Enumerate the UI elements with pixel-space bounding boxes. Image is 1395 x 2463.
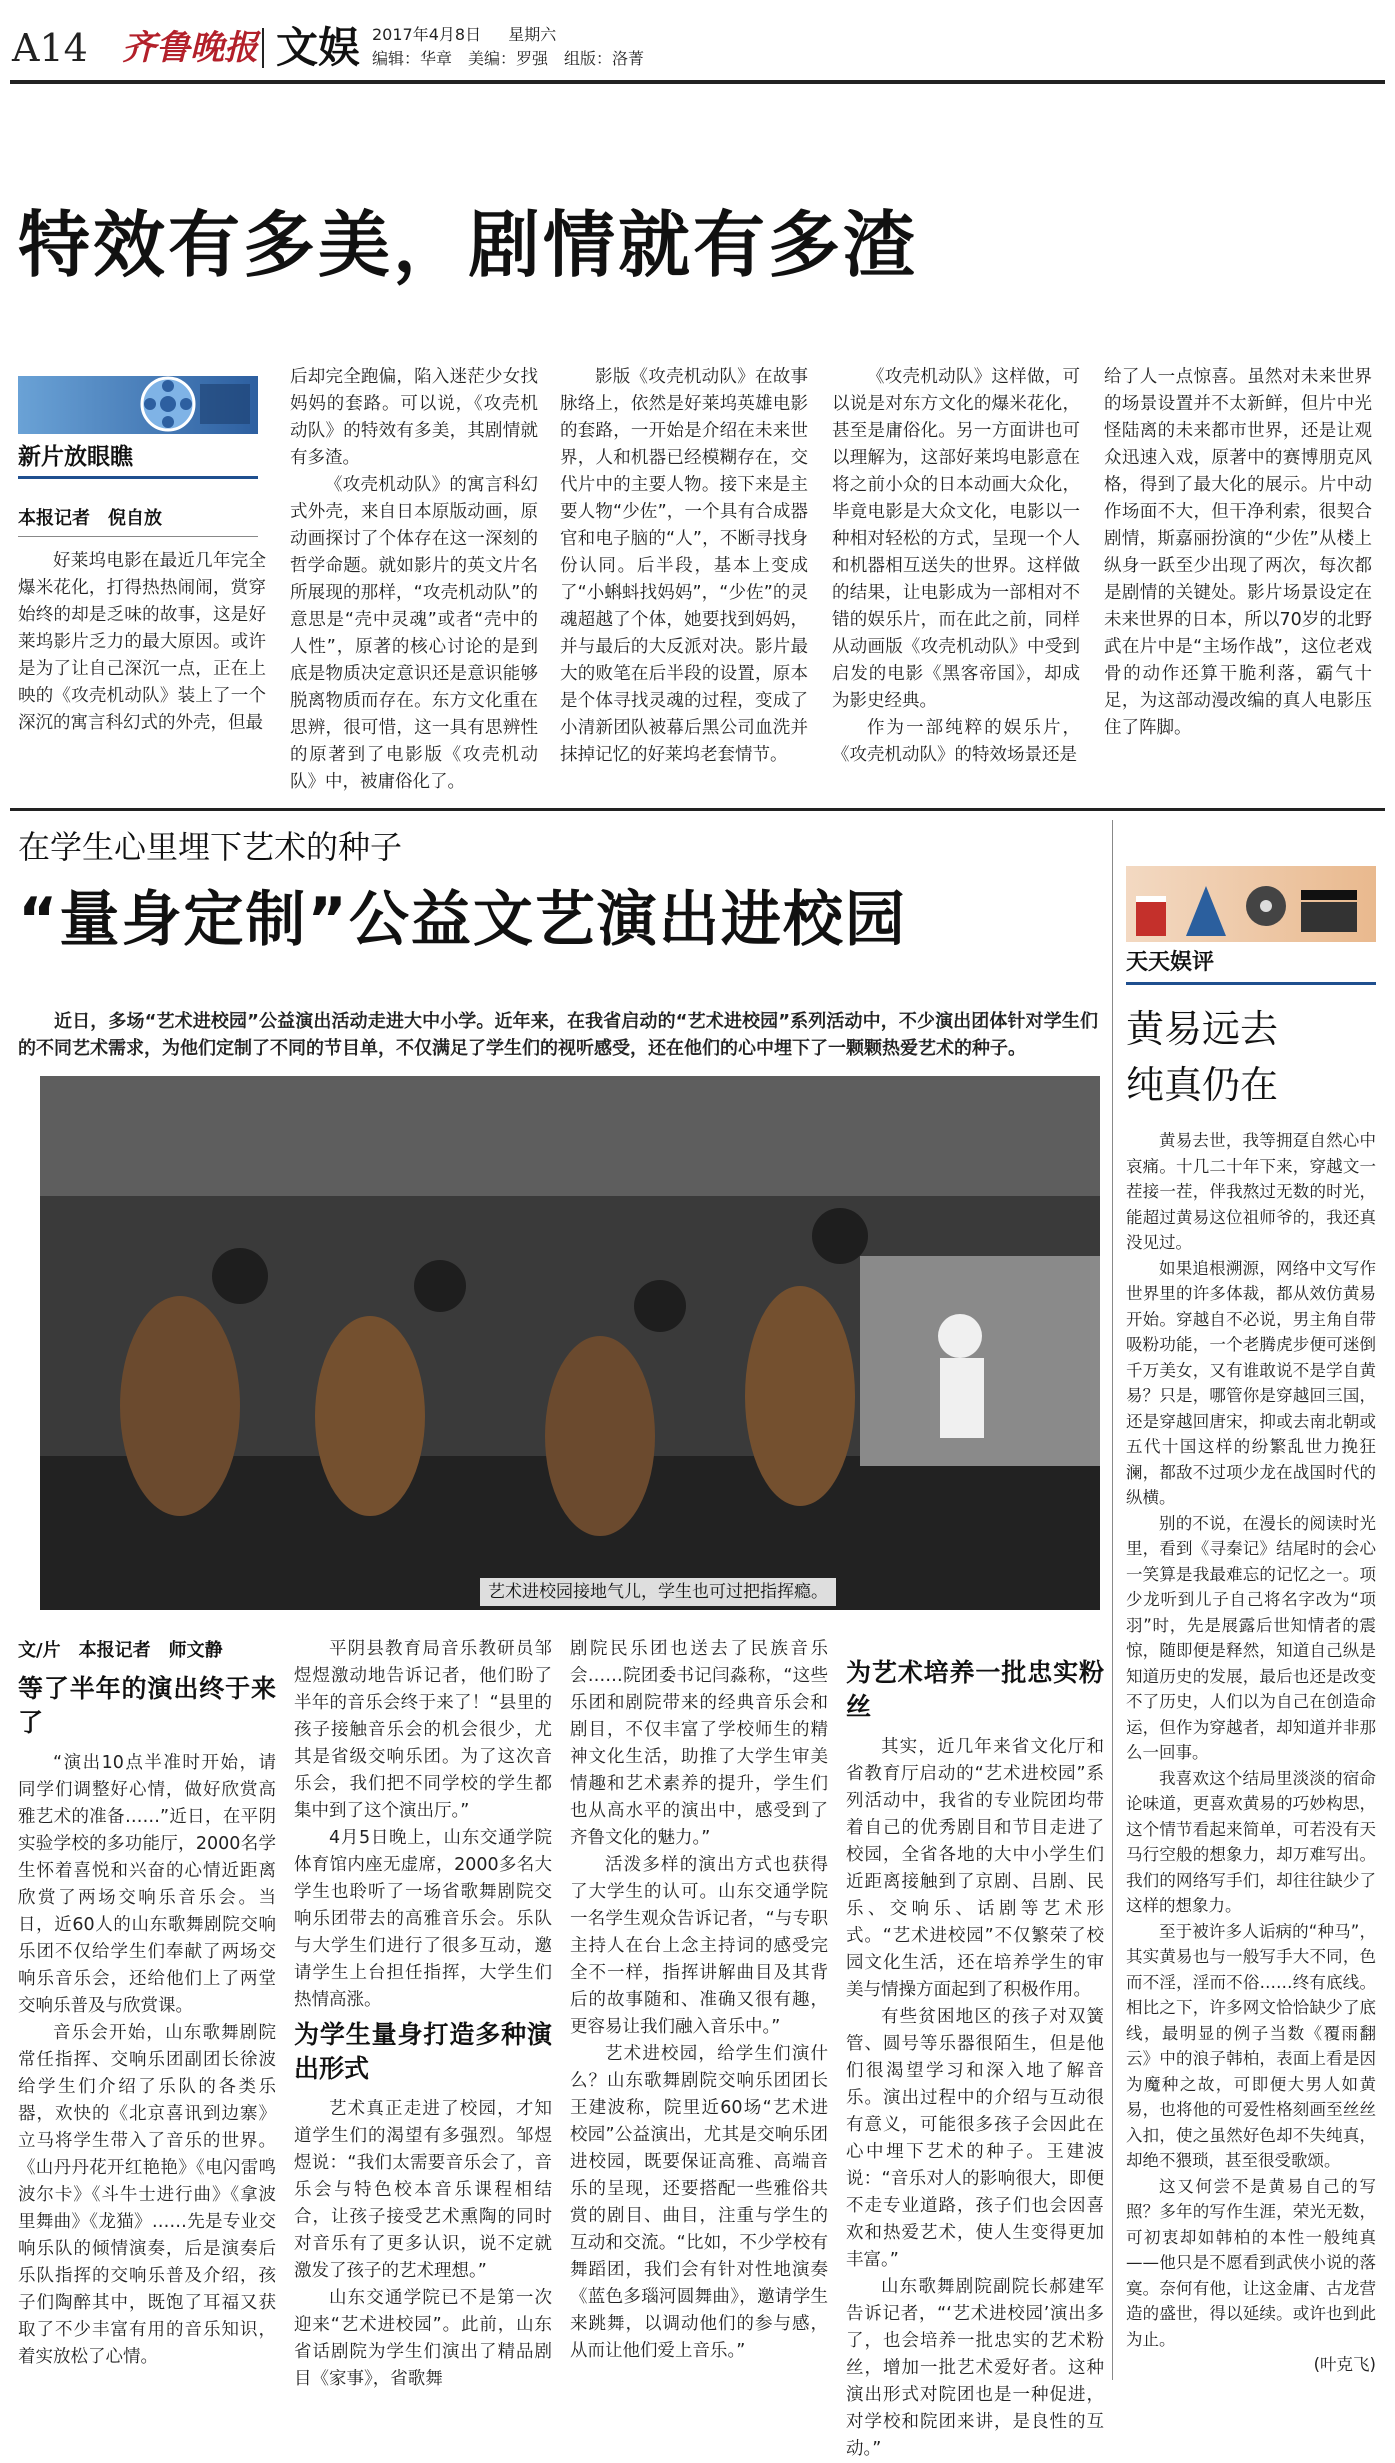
article2-col1-p1: “演出10点半准时开始，请同学们调整好心情，做好欣赏高雅艺术的准备……”近日，在平阴实验学校的多功能厅，2000名学生怀着喜悦和兴奋的心情近距离欣赏了两场交响乐音乐会。当日，近60人的山东歌舞剧院交响乐团不仅给学生们奉献了两场交响乐音乐会，还给他们上了两堂交响乐普及与欣赏课。 xyxy=(18,1753,276,2016)
article2-col2-p3: 艺术真正走进了校园，才知道学生们的渴望有多强烈。邹煜煜说：“我们太需要音乐会了，音乐会与特色校本音乐课程相结合，让孩子接受艺术熏陶的同时对音乐有了更多认识，说不定就激发了孩子的艺术理想。” xyxy=(294,2099,552,2281)
article1-col3-p1: 影版《攻壳机动队》在故事脉络上，依然是好莱坞英雄电影的套路，一开始是介绍在未来世界，人和机器已经模糊存在，交代片中的主要人物。接下来是主要人物“少佐”，一个具有合成器官和电子脑的“人”，不断寻找身份认同。后半段，基本上变成了“小蝌蚪找妈妈”，“少佐”的灵魂超越了个体，她要找到妈妈，并与最后的大反派对决。影片最大的败笔在后半段的设置，原本是个体寻找灵魂的过程，变成了小清新团队被幕后黑公司血洗并抹掉记忆的好莱坞老套情节。 xyxy=(560,367,808,765)
article1-col2-p2: 《攻壳机动队》的寓言科幻式外壳，来自日本原版动画，原动画探讨了个体存在这一深刻的哲学命题。就如影片的英文片名所展现的那样，“攻壳机动队”的意思是“壳中灵魂”或者“壳中的人性”，原著的核心讨论的是到底是物质决定意识还是意识能够脱离物质而存在。东方文化重在思辨，很可惜，这一具有思辨性的原著到了电影版《攻壳机动队》中，被庸俗化了。 xyxy=(290,475,538,792)
orchestra-photo-graphic xyxy=(40,1076,1100,1610)
article2-byline: 文/片 本报记者 师文静 xyxy=(18,1640,223,1661)
article2-col4-p1: 其实，近几年来省文化厅和省教育厅启动的“艺术进校园”系列活动中，我省的专业院团均带着自己的优秀剧目和节目走进了校园，全省各地的大中小学生们近距离接触到了京剧、吕剧、民乐、交响乐、话剧等艺术形式。“艺术进校园”不仅繁荣了校园文化生活，还在培养学生的审美与情操方面起到了积极作用。 xyxy=(846,1737,1104,2000)
article3-p1: 黄易去世，我等拥趸自然心中哀痛。十几二十年下来，穿越文一茬接一茬，伴我熬过无数的时光，能超过黄易这位祖师爷的，我还真没见过。 xyxy=(1126,1131,1376,1252)
article1-col3 xyxy=(560,364,808,798)
editor-credits: 编辑：华章 美编：罗强 组版：洛菁 xyxy=(372,49,645,68)
masthead-rule xyxy=(10,80,1385,84)
article1-col1-p1: 好莱坞电影在最近几年完全爆米花化，打得热热闹闹，赏穿始终的却是乏味的故事，这是好莱坞影片乏力的最大原因。或许是为了让自己深沉一点，正在上映的《攻壳机动队》装上了一个深沉的寓言科幻式的外壳，但最 xyxy=(18,551,266,733)
article3-badge-label: 天天娱评 xyxy=(1126,944,1376,985)
article2-col2-p4: 山东交通学院已不是第一次迎来“艺术进校园”。此前，山东省话剧院为学生们演出了精品剧目《家事》，省歌舞 xyxy=(294,2288,552,2389)
article2-col2 xyxy=(294,1636,552,2389)
article1-byline: 本报记者 倪自放 xyxy=(18,508,162,529)
article3-p2: 如果追根溯源，网络中文写作世界里的许多体裁，都从效仿黄易开始。穿越自不必说，男主角自带吸粉功能，一个老腾虎步便可迷倒千万美女，又有谁敢说不是学自黄易？只是，哪管你是穿越回三国，还是穿越回唐宋，抑或去南北朝或五代十国这样的纷繁乱世力挽狂澜，都敌不过项少龙在战国时代的纵横。 xyxy=(1126,1258,1376,1507)
article1-col4-p1: 《攻壳机动队》这样做，可以说是对东方文化的爆米花化，甚至是庸俗化。另一方面讲也可以理解为，这部好莱坞电影意在将之前小众的日本动画大众化，毕竟电影是大众文化，电影以一种相对轻松的方式，呈现一个人和机器相互送失的世界。这样做的结果，让电影成为一部相对不错的娱乐片，而在此之前，同样从动画版《攻壳机动队》中受到启发的电影《黑客帝国》，却成为影史经典。 xyxy=(832,367,1080,711)
section-name: 文娱 xyxy=(276,23,361,72)
orchestra-photo xyxy=(40,1076,1100,1610)
article2-col3-p1: 剧院民乐团也送去了民族音乐会……院团委书记闫淼称，“这些乐团和剧院带来的经典音乐会和剧目，不仅丰富了学校师生的精神文化生活，助推了大学生审美情趣和艺术素养的提升，学生们也从高水平的演出中，感受到了齐鲁文化的魅力。” xyxy=(570,1639,828,1848)
masthead-divider xyxy=(262,28,264,68)
film-reel-graphic xyxy=(18,376,258,434)
article3-headline-line1: 黄易远去 xyxy=(1126,1007,1279,1051)
article2-col1-p2: 音乐会开始，山东歌舞剧院常任指挥、交响乐团副团长徐波给学生们介绍了乐队的各类乐器，欢快的《北京喜讯到边寨》立马将学生带入了音乐的世界。《山丹丹花开红艳艳》《电闪雷鸣波尔卡》《斗牛士进行曲》《拿波里舞曲》《龙猫》……先是专业交响乐队的倾情演奏，后是演奏后乐队指挥的交响乐普及介绍，孩子们陶醉其中，既饱了耳福又获取了不少丰富有用的音乐知识，着实放松了心情。 xyxy=(18,2023,276,2367)
article1-col4-p2: 作为一部纯粹的娱乐片，《攻壳机动队》的特效场景还是 xyxy=(832,718,1080,765)
paper-logo: 齐鲁晚报 xyxy=(122,28,258,68)
article2-col2-p1: 平阴县教育局音乐教研员邹煜煜激动地告诉记者，他们盼了半年的音乐会终于来了！“县里的孩子接触音乐会的机会很少，尤其是省级交响乐团。为了这次音乐会，我们把不同学校的学生都集中到了这个演出厅。” xyxy=(294,1639,552,1821)
article2-col3-p3: 艺术进校园，给学生们演什么？山东歌舞剧院交响乐团团长王建波称，院里近60场“艺术进校园”公益演出，尤其是交响乐团进校园，既要保证高雅、高端音乐的呈现，还要搭配一些雅俗共赏的剧目、曲目，注重与学生的互动和交流。“比如，不少学校有舞蹈团，我们会有针对性地演奏《蓝色多瑙河圆舞曲》，邀请学生来跳舞，以调动他们的参与感，从而让他们爱上音乐。” xyxy=(570,2044,828,2361)
byline-rule xyxy=(18,536,258,537)
article2-sub3: 为艺术培养一批忠实粉丝 xyxy=(846,1658,1104,1721)
weekday-text: 星期六 xyxy=(508,25,557,44)
article2-kicker: 在学生心里埋下艺术的种子 xyxy=(18,828,403,866)
issue-date xyxy=(372,24,556,46)
article3-p6: 这又何尝不是黄易自己的写照？多年的写作生涯，荣光无数，可初衷却如韩柏的本性一般纯真——他只是不愿看到武侠小说的落寞。奈何有他，让这金庸、古龙营造的盛世，得以延续。或许也到此为止。 xyxy=(1126,2176,1376,2349)
article1-badge-label: 新片放眼瞧 xyxy=(18,438,258,479)
article3-headline-line2: 纯真仍在 xyxy=(1126,1063,1279,1107)
article1-col2 xyxy=(290,364,538,798)
article3-p3: 别的不说，在漫长的阅读时光里，看到《寻秦记》结尾时的会心一笑算是我最难忘的记忆之一。项少龙听到儿子自己将名字改为“项羽”时，先是展露后世知情者的震惊，随即便是释然，知道自己纵是知道历史的发展，最后也还是改变不了历史，人们以为自己在创造命运，但作为穿越者，却知道并非那么一回事。 xyxy=(1126,1513,1376,1762)
article2-col4-p2: 有些贫困地区的孩子对双簧管、圆号等乐器很陌生，但是他们很渴望学习和深入地了解音乐。演出过程中的介绍与互动很有意义，可能很多孩子会因此在心中埋下艺术的种子。王建波说：“音乐对人的影响很大，即便不走专业道路，孩子们也会因喜欢和热爱艺术，使人生变得更加丰富。” xyxy=(846,2007,1104,2270)
article2-sub1: 等了半年的演出终于来了 xyxy=(18,1674,276,1737)
article2-col4 xyxy=(846,1652,1104,2459)
article1-col1 xyxy=(18,548,266,798)
article2-headline: “量身定制”公益文艺演出进校园 xyxy=(18,885,907,955)
article2-lead-text: 近日，多场“艺术进校园”公益演出活动走进大中小学。近年来，在我省启动的“艺术进校园”系列活动中，不少演出团体针对学生们的不同艺术需求，为他们定制了不同的节目单，不仅满足了学生们的视听感受，还在他们的心中埋下了一颗颗热爱艺术的种子。 xyxy=(18,1011,1098,1059)
article3-p5: 至于被许多人诟病的“种马”，其实黄易也与一般写手大不同，色而不淫，淫而不俗……终有底线。相比之下，许多网文恰恰缺少了底线，最明显的例子当数《覆雨翻云》中的浪子韩柏，表面上看是因为魔种之故，可即便大男人如黄易，也将他的可爱性格刻画至丝丝入扣，使之虽然好色却不失纯真，却绝不猥琐，甚至很受歌颂。 xyxy=(1126,1921,1376,2170)
film-reel-icon xyxy=(18,376,258,434)
article1-col5 xyxy=(1104,364,1372,798)
article1-col2-p1: 后却完全跑偏，陷入迷茫少女找妈妈的套路。可以说，《攻壳机动队》的特效有多美，其剧情就有多渣。 xyxy=(290,367,538,468)
article1-col4 xyxy=(832,364,1080,798)
article3-body xyxy=(1126,1128,1376,2380)
photo-caption: 艺术进校园接地气儿，学生也可过把指挥瘾。 xyxy=(480,1578,836,1606)
date-text: 2017年4月8日 xyxy=(372,25,482,44)
article1-headline: 特效有多美，剧情就有多渣 xyxy=(18,203,919,287)
article2-col2-p2: 4月5日晚上，山东交通学院体育馆内座无虚席，2000多名大学生也聆听了一场省歌舞剧院交响乐团带去的高雅音乐会。乐队与大学生们进行了很多互动，邀请学生上台担任指挥，大学生们热情高涨。 xyxy=(294,1828,552,2010)
article3-signoff: (叶克飞) xyxy=(1313,2355,1376,2374)
article2-col4-p3: 山东歌舞剧院副院长郝建军告诉记者，“‘艺术进校园’演出多了，也会培养一批忠实的艺术粉丝，增加一批艺术爱好者。这种演出形式对院团也是一种促进，对学校和院团来讲，是良性的互动。” xyxy=(846,2277,1104,2459)
right-column-divider xyxy=(1112,820,1113,2380)
article3-p4: 我喜欢这个结局里淡淡的宿命论味道，更喜欢黄易的巧妙构思，这个情节看起来简单，可若没有天马行空般的想象力，却万难写出。我们的网络写手们，却往往缺少了这样的想象力。 xyxy=(1126,1768,1376,1915)
section-divider xyxy=(10,808,1385,811)
article2-col3-p2: 活泼多样的演出方式也获得了大学生的认可。山东交通学院一名学生观众告诉记者，“与专职主持人在台上念主持词的感受完全不一样，指挥讲解曲目及其背后的故事随和、准确又很有趣，更容易让我们融入音乐中。” xyxy=(570,1855,828,2037)
movie-props-graphic xyxy=(1126,866,1376,942)
movie-props-icon xyxy=(1126,866,1376,942)
article2-col1 xyxy=(18,1668,276,2380)
article1-col5-p1: 给了人一点惊喜。虽然对未来世界的场景设置并不太新鲜，但片中光怪陆离的未来都市世界，还是让观众迅速入戏，原著中的赛博朋克风格，得到了最大化的展示。片中动作场面不大，但干净利索，很契合剧情，斯嘉丽扮演的“少佐”从楼上纵身一跃至少出现了两次，每次都是剧情的关键处。影片场景设定在未来世界的日本，所以70岁的北野武在片中是“主场作战”，这位老戏骨的动作还算干脆利落，霸气十足，为这部动漫改编的真人电影压住了阵脚。 xyxy=(1104,367,1372,738)
article2-col3 xyxy=(570,1636,828,2380)
article2-sub2: 为学生量身打造多种演出形式 xyxy=(294,2020,552,2083)
page-number: A14 xyxy=(12,26,88,70)
